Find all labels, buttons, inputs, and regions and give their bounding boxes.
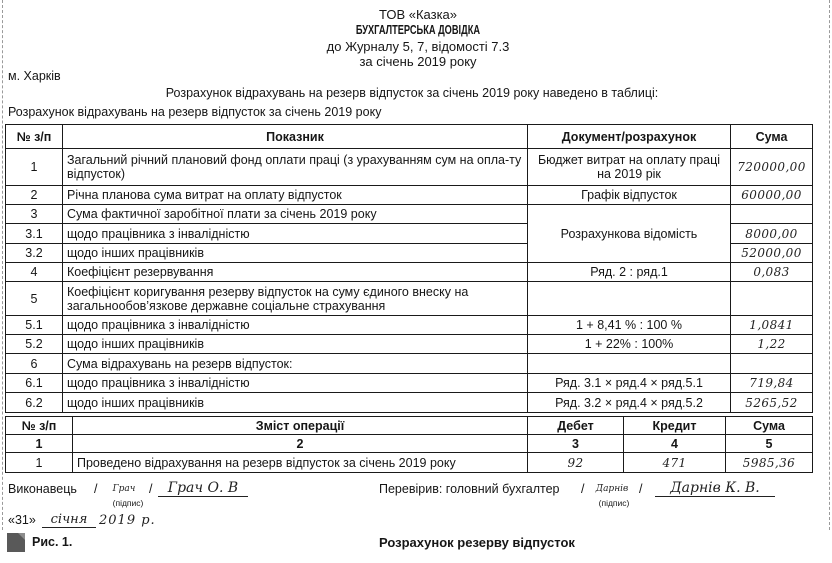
executor-name: Грач О. В — [158, 480, 248, 497]
indicator-text: щодо інших працівників — [63, 335, 528, 354]
document-text: 1 + 8,41 % : 100 % — [528, 316, 731, 335]
indicator-text: щодо інших працівників — [63, 393, 528, 413]
date-year: 2019 р. — [99, 513, 156, 528]
table-row — [6, 453, 813, 473]
city: м. Харків — [8, 69, 61, 83]
row-number: 2 — [6, 186, 63, 205]
column-number: 4 — [624, 435, 726, 453]
table-header-row — [6, 125, 813, 149]
column-header-operation: Зміст операції — [73, 417, 528, 435]
table-caption: Розрахунок відрахувань на резерв відпусток за січень 2019 року — [8, 105, 382, 119]
table-row — [6, 186, 813, 205]
figure-marker-icon — [7, 533, 25, 552]
document-text: Ряд. 2 : ряд.1 — [528, 263, 731, 282]
credit-account: 471 — [624, 453, 726, 473]
perforation-left — [2, 0, 3, 530]
executor-signature: Грач — [112, 484, 136, 494]
column-header-amount: Сума — [726, 417, 813, 435]
intro-text: Розрахунок відрахувань на резерв відпусток за січень 2019 року наведено в таблиці: — [165, 86, 659, 100]
indicator-text: Річна планова сума витрат на оплату відпусток — [63, 186, 528, 205]
table-row — [6, 316, 813, 335]
document-text — [528, 282, 731, 316]
signature-separator: / — [94, 482, 98, 496]
checker-name: Дарнів К. В. — [655, 480, 775, 497]
calculation-table — [5, 124, 813, 413]
document-period: за січень 2019 року — [359, 54, 477, 70]
figure-caption: Розрахунок резерву відпусток — [379, 535, 575, 550]
indicator-text: Коефіцієнт резервування — [63, 263, 528, 282]
indicator-text: Загальний річний плановий фонд оплати праці (з урахуванням сум на опла-ту відпусток) — [63, 149, 528, 186]
column-header-number: № з/п — [6, 417, 73, 435]
column-number: 1 — [6, 435, 73, 453]
checker-signature: Дарнів — [595, 484, 629, 494]
document-header — [4, 7, 832, 70]
amount-value: 0,083 — [731, 263, 813, 282]
row-number: 1 — [6, 453, 73, 473]
row-number: 4 — [6, 263, 63, 282]
indicator-text: щодо інших працівників — [63, 244, 528, 263]
posting-table — [5, 416, 813, 473]
column-header-debit: Дебет — [528, 417, 624, 435]
indicator-text: Сума відрахувань на резерв відпусток: — [63, 354, 528, 374]
indicator-text: щодо працівника з інвалідністю — [63, 374, 528, 393]
amount-value: 5265,52 — [731, 393, 813, 413]
amount-value: 719,84 — [731, 374, 813, 393]
amount-value: 1,22 — [731, 335, 813, 354]
table-row — [6, 374, 813, 393]
table-row — [6, 354, 813, 374]
table-row — [6, 149, 813, 186]
indicator-text: Сума фактичної заробітної плати за січень 2019 року — [63, 205, 528, 224]
document-text: Ряд. 3.2 × ряд.4 × ряд.5.2 — [528, 393, 731, 413]
document-title: БУХГАЛТЕРСЬКА ДОВІДКА — [355, 23, 481, 38]
amount-value — [731, 354, 813, 374]
amount-value: 8000,00 — [731, 224, 813, 244]
signature-separator: / — [149, 482, 153, 496]
document-text: Бюджет витрат на оплату праці на 2019 рік — [528, 149, 731, 186]
table-header-row — [6, 417, 813, 435]
row-number: 6.1 — [6, 374, 63, 393]
table-row — [6, 335, 813, 354]
document-text: Графік відпусток — [528, 186, 731, 205]
column-header-document: Документ/розрахунок — [528, 125, 731, 149]
row-number: 5.2 — [6, 335, 63, 354]
perforation-right — [829, 0, 830, 530]
row-number: 6 — [6, 354, 63, 374]
debit-account: 92 — [528, 453, 624, 473]
amount-value: 60000,00 — [731, 186, 813, 205]
amount-value: 52000,00 — [731, 244, 813, 263]
checker-role: Перевірив: головний бухгалтер — [379, 482, 560, 496]
indicator-text: щодо працівника з інвалідністю — [63, 316, 528, 335]
table-row — [6, 393, 813, 413]
amount-value: 720000,00 — [731, 149, 813, 186]
table-row — [6, 263, 813, 282]
amount-value: 5985,36 — [726, 453, 813, 473]
column-number: 3 — [528, 435, 624, 453]
column-numbers-row — [6, 435, 813, 453]
row-number: 5 — [6, 282, 63, 316]
column-header-amount: Сума — [731, 125, 813, 149]
signature-separator: / — [581, 482, 585, 496]
figure-label: Рис. 1. — [32, 535, 73, 549]
column-header-credit: Кредит — [624, 417, 726, 435]
document-title-line — [4, 22, 832, 38]
company-name: ТОВ «Казка» — [378, 7, 458, 22]
column-number: 2 — [73, 435, 528, 453]
column-header-number: № з/п — [6, 125, 63, 149]
column-number: 5 — [726, 435, 813, 453]
amount-value — [731, 205, 813, 224]
journal-reference: до Журналу 5, 7, відомості 7.3 — [326, 38, 510, 54]
table-row — [6, 282, 813, 316]
document-text: Розрахункова відомість — [528, 205, 731, 263]
column-header-indicator: Показник — [63, 125, 528, 149]
row-number: 1 — [6, 149, 63, 186]
document-text: 1 + 22% : 100% — [528, 335, 731, 354]
row-number: 3.2 — [6, 244, 63, 263]
checker-signature-caption: (підпис) — [598, 498, 630, 508]
amount-value — [731, 282, 813, 316]
date-day: «31» — [8, 513, 36, 527]
executor-signature-caption: (підпис) — [112, 498, 144, 508]
operation-text: Проведено відрахування на резерв відпусток за січень 2019 року — [73, 453, 528, 473]
amount-value: 1,0841 — [731, 316, 813, 335]
executor-role: Виконавець — [8, 482, 77, 496]
row-number: 3 — [6, 205, 63, 224]
document-text — [528, 354, 731, 374]
table-row — [6, 205, 813, 224]
indicator-text: Коефіцієнт коригування резерву відпусток на суму єдиного внеску на загальнообов’язкове державне соціальне страхування — [63, 282, 528, 316]
row-number: 5.1 — [6, 316, 63, 335]
row-number: 6.2 — [6, 393, 63, 413]
indicator-text: щодо працівника з інвалідністю — [63, 224, 528, 244]
date-month: січня — [42, 512, 96, 528]
document-text: Ряд. 3.1 × ряд.4 × ряд.5.1 — [528, 374, 731, 393]
signature-separator: / — [639, 482, 643, 496]
row-number: 3.1 — [6, 224, 63, 244]
